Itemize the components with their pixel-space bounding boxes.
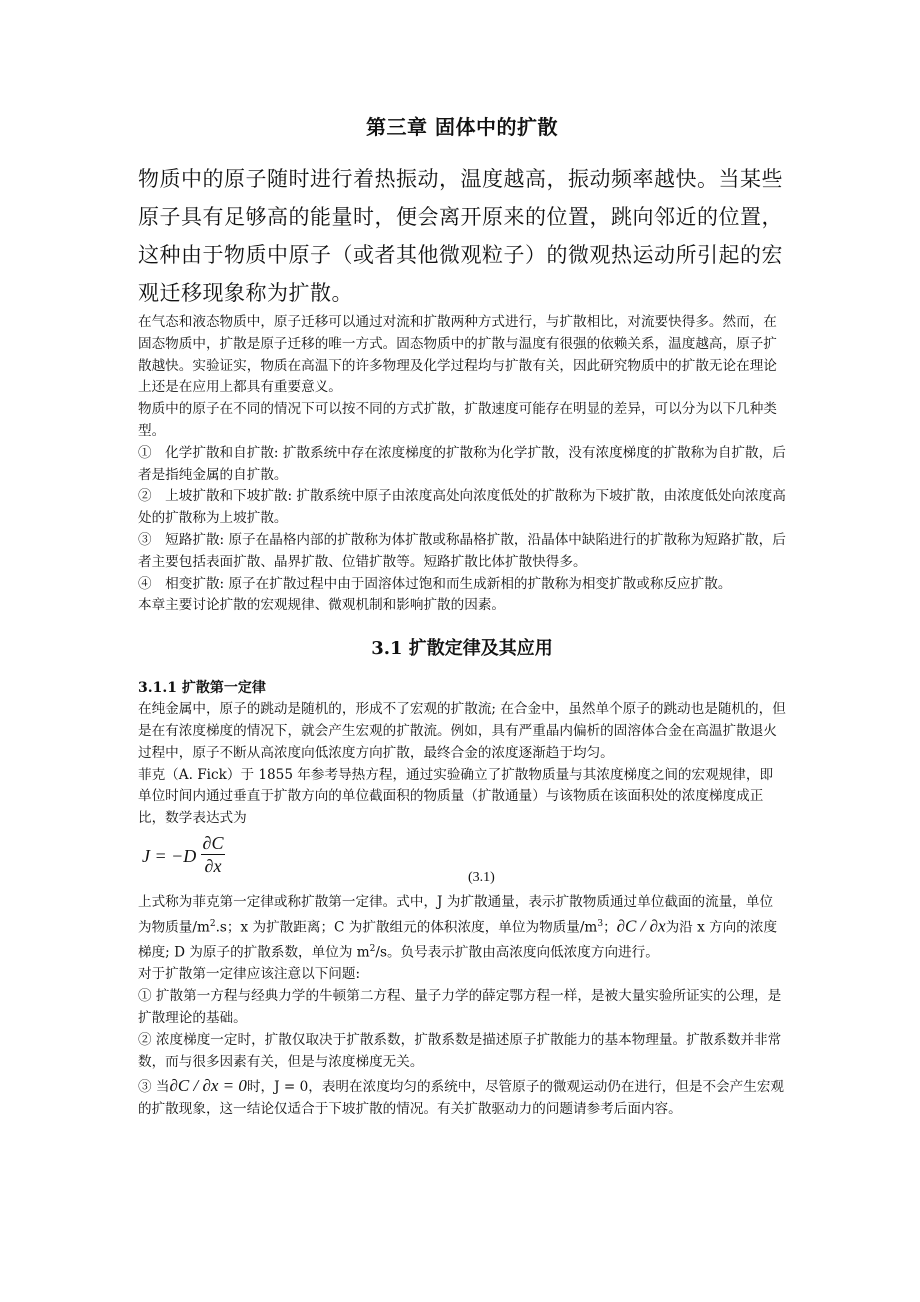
list-item-uphill-diffusion: ② 上坡扩散和下坡扩散: 扩散系统中原子由浓度高处向浓度低处的扩散称为下坡扩散，由浓度低处向浓度高处的扩散称为上坡扩散。 — [138, 488, 786, 527]
note-item-zero-gradient — [138, 1075, 786, 1121]
equation-lhs: J = −D — [142, 845, 197, 866]
paragraph-notes-intro: 对于扩散第一定律应该注意以下问题: — [138, 966, 361, 983]
subsection-title: 3.1.1 扩散第一定律 — [138, 680, 266, 697]
equation-number: (3.1) — [468, 869, 495, 885]
text-run: ； — [603, 919, 617, 936]
equation-fraction — [200, 832, 226, 877]
paragraph-convection: 在气态和液态物质中，原子迁移可以通过对流和扩散两种方式进行，与扩散相比，对流要快得多。然而，在固态物质中，扩散是原子迁移的唯一方式。固态物质中的扩散与温度有很强的依赖关系，温度越高，原子扩散越快。实验证实，物质在高温下的许多物理及化学过程均与扩散有关，因此研究物质中的扩散无论在理论上还是在应用上都具有重要意义。 — [138, 314, 777, 396]
equation-numerator: ∂C — [202, 832, 224, 853]
text-run: ③ 当 — [138, 1079, 170, 1096]
list-item-chemical-diffusion: ① 化学扩散和自扩散: 扩散系统中存在浓度梯度的扩散称为化学扩散，没有浓度梯度的扩散称为自扩散，后者是指纯金属的自扩散。 — [138, 444, 786, 483]
list-item-reactive-diffusion: ④ 相变扩散: 原子在扩散过程中由于固溶体过饱和而生成新相的扩散称为相变扩散或称反应扩散。 — [138, 575, 732, 592]
paragraph-diffusion-flow: 在纯金属中，原子的跳动是随机的，形成不了宏观的扩散流; 在合金中，虽然单个原子的跳动也是随机的，但是在有浓度梯度的情况下，就会产生宏观的扩散流。例如，具有严重晶内偏析的固溶体合金在高温扩散退火过程中，原子不断从高浓度向低浓度方向扩散，最终合金的浓度逐渐趋于均匀。 — [138, 701, 786, 761]
section-title: 3.1 扩散定律及其应用 — [371, 638, 553, 660]
inline-math-zero-gradient: ∂C / ∂x = 0 — [169, 1076, 247, 1096]
document-page — [138, 112, 786, 1121]
text-run: 上式称为菲克第一定律或称扩散第一定律。式中，J 为扩散通量，表示扩散物质通过单位截面的流量，单位为物质量/m — [138, 893, 774, 936]
paragraph-chapter-scope: 本章主要讨论扩散的宏观规律、微观机制和影响扩散的因素。 — [138, 597, 506, 614]
paragraph-fick-explanation — [138, 892, 786, 964]
paragraph-types-intro: 物质中的原子在不同的情况下可以按不同的方式扩散，扩散速度可能存在明显的差异，可以分为以下几种类型。 — [138, 401, 777, 439]
superscript: 3 — [597, 918, 604, 929]
superscript: 2 — [209, 918, 216, 929]
text-run: .s；x 为扩散距离；C 为扩散组元的体积浓度，单位为物质量/m — [215, 919, 598, 936]
inline-math-gradient: ∂C / ∂x — [616, 916, 666, 936]
note-item-coefficient: ② 浓度梯度一定时，扩散仅取决于扩散系数，扩散系数是描述原子扩散能力的基本物理量。扩散系数并非常数，而与很多因素有关，但是与浓度梯度无关。 — [138, 1031, 782, 1070]
text-run: 时，J = 0，表明在浓度均匀的系统中，尽管原子的微观运动仍在进行，但是不会产生宏观的扩散现象，这一结论仅适合于下坡扩散的情况。有关扩散驱动力的问题请参考后面内容。 — [138, 1079, 785, 1118]
text-run: /s。负号表示扩散由高浓度向低浓度方向进行。 — [375, 944, 659, 961]
superscript: 2 — [369, 944, 376, 955]
text-run: 为沿 x 方向的浓度梯度; D 为原子的扩散系数，单位为 m — [138, 919, 778, 961]
paragraph-fick: 菲克（A. Fick）于 1855 年参考导热方程，通过实验确立了扩散物质量与其浓度梯度之间的宏观规律，即单位时间内通过垂直于扩散方向的单位截面积的物质量（扩散通量）与该物质在该面积处的浓度梯度成正比，数学表达式为 — [138, 766, 774, 827]
intro-paragraph: 物质中的原子随时进行着热振动，温度越高，振动频率越快。当某些原子具有足够高的能量时，便会离开原来的位置，跳向邻近的位置，这种由于物质中原子（或者其他微观粒子）的微观热运动所引起的宏观迁移现象称为扩散。 — [138, 167, 783, 305]
list-item-short-circuit-diffusion: ③ 短路扩散: 原子在晶格内部的扩散称为体扩散或称晶格扩散，沿晶体中缺陷进行的扩散称为短路扩散，后者主要包括表面扩散、晶界扩散、位错扩散等。短路扩散比体扩散快得多。 — [138, 531, 786, 570]
equation-denominator: ∂x — [204, 855, 222, 876]
note-item-axiom: ① 扩散第一方程与经典力学的牛顿第二方程、量子力学的薛定鄂方程一样，是被大量实验所证实的公理，是扩散理论的基础。 — [138, 988, 782, 1026]
chapter-title: 第三章 固体中的扩散 — [366, 115, 558, 139]
equation-fick-first-law — [138, 830, 786, 892]
